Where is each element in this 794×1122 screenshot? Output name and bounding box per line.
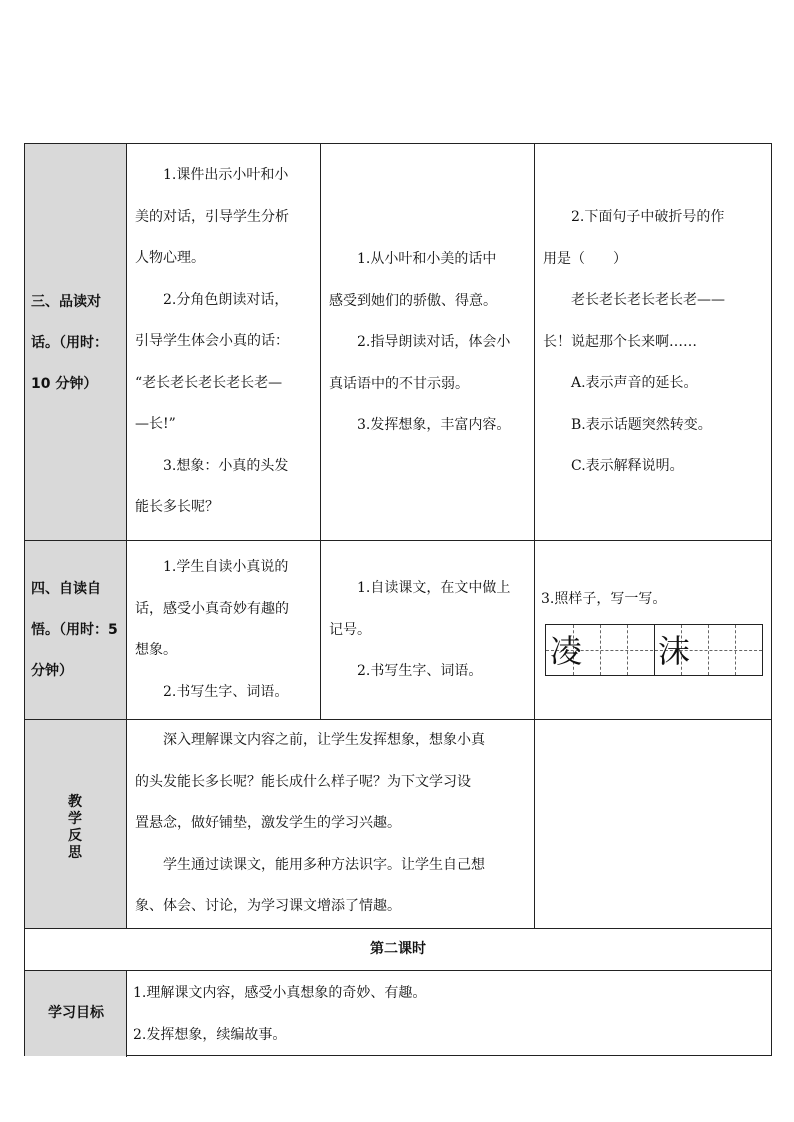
text-line: 学生通过读课文，能用多种方法识字。让学生自己想 — [163, 856, 485, 873]
goals-label: 学习目标 — [48, 1005, 104, 1021]
grid-char: 沫 — [658, 632, 691, 670]
text-line: C.表示解释说明。 — [571, 458, 684, 474]
text-line: 的头发能长多长呢？能长成什么样子呢？为下文学习设 — [135, 773, 471, 790]
text-line: 象、体会、讨论，为学习课文增添了情趣。 — [135, 898, 401, 914]
text-line: 人物心理。 — [135, 250, 205, 266]
text-line: 1.学生自读小真说的 — [163, 559, 289, 575]
text-line: 3.照样子，写一写。 — [541, 591, 667, 607]
text-line: 老长老长老长老长老—— — [571, 292, 725, 308]
row1-teacher-activity — [135, 155, 317, 529]
section-title: 第二课时 — [370, 941, 426, 957]
text-line: 记号。 — [329, 621, 371, 638]
text-line: 能长多长呢？ — [135, 499, 219, 515]
text-line: 引导学生体会小真的话： — [135, 333, 289, 349]
row2-label — [25, 569, 127, 692]
text-line: 置悬念，做好铺垫，激发学生的学习兴趣。 — [135, 815, 401, 831]
text-line: 2.书写生字、词语。 — [357, 663, 483, 679]
text-line: 1.自读课文，在文中做上 — [357, 580, 511, 596]
text-line: 长！说起那个长来啊…… — [543, 333, 697, 350]
row2-label-line: 四、自读自 — [31, 581, 101, 597]
reflection-label-char: 反 — [68, 828, 82, 844]
text-line: A.表示声音的延长。 — [571, 375, 698, 391]
text-line: 用是（ ） — [543, 250, 627, 267]
text-line: 美的对话，引导学生分析 — [135, 208, 289, 225]
text-line: “老长老长老长老长老— — [135, 374, 283, 391]
text-line: —长!” — [135, 416, 176, 432]
text-line: 3.想象：小真的头发 — [163, 457, 289, 474]
reflection-label — [67, 794, 83, 862]
text-line: 真话语中的不甘示弱。 — [329, 375, 469, 392]
writing-grid — [545, 624, 763, 676]
text-line: B.表示话题突然转变。 — [571, 416, 712, 433]
text-line: 1.课件出示小叶和小 — [163, 167, 289, 183]
text-line: 想象。 — [135, 642, 177, 658]
row2-student-activity — [329, 568, 533, 693]
row1-label — [25, 282, 127, 405]
text-line: 1.从小叶和小美的话中 — [357, 251, 497, 267]
reflection-label-char: 学 — [68, 811, 82, 827]
row2-teacher-activity — [135, 547, 317, 713]
row1-label-line: 话。（用时： — [31, 335, 108, 351]
text-line: 深入理解课文内容之前，让学生发挥想象，想象小真 — [163, 732, 485, 748]
text-line: 2.发挥想象，续编故事。 — [133, 1026, 287, 1043]
row1-student-activity — [329, 239, 533, 447]
text-line: 2.书写生字、词语。 — [163, 683, 289, 700]
text-line: 3.发挥想象，丰富内容。 — [357, 417, 511, 433]
text-line: 话，感受小真奇妙有趣的 — [135, 600, 289, 617]
text-line: 1.理解课文内容，感受小真想象的奇妙、有趣。 — [133, 985, 427, 1001]
reflection-text — [135, 720, 531, 928]
goals-text — [133, 973, 753, 1056]
row2-exercise — [541, 579, 767, 621]
text-line: 2.下面句子中破折号的作 — [571, 209, 725, 225]
reflection-label-char: 思 — [68, 845, 82, 861]
text-line: 2.分角色朗读对话， — [163, 291, 289, 308]
lesson-plan-table — [24, 143, 772, 1056]
row2-label-line: 悟。（用时：5 — [31, 622, 118, 638]
grid-char: 凌 — [550, 632, 583, 670]
row2-label-line: 分钟） — [31, 663, 73, 679]
text-line: 感受到她们的骄傲、得意。 — [329, 292, 497, 309]
row1-label-line: 三、品读对 — [31, 294, 101, 310]
row1-exercise — [543, 197, 769, 488]
text-line: 2.指导朗读对话，体会小 — [357, 334, 511, 350]
reflection-label-char: 教 — [68, 794, 82, 810]
row1-label-line: 10 分钟） — [31, 376, 98, 392]
